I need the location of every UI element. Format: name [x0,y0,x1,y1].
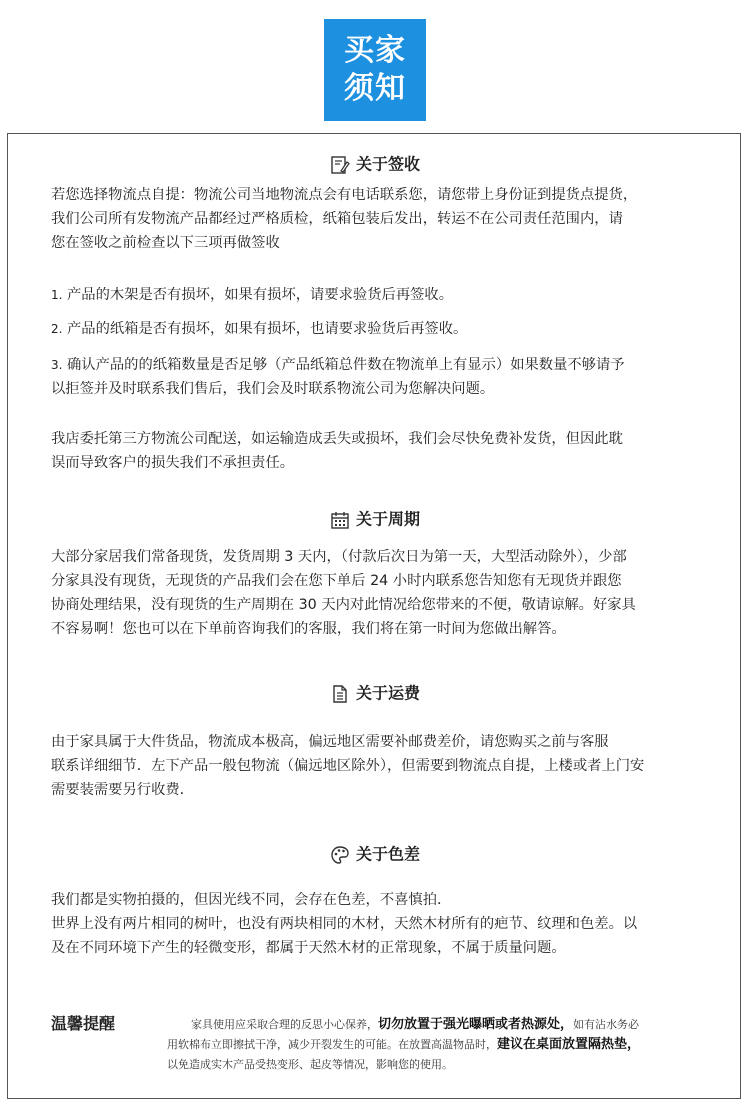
item-number: 2. [51,322,63,336]
item-text: 确认产品的的纸箱数量是否足够（产品纸箱总件数在物流单上有显示）如果数量不够请予 [67,357,625,373]
cycle-line: 协商处理结果，没有现货的生产周期在 30 天内对此情况给您带来的不便，敬请谅解。好家具 [51,597,636,613]
cycle-title: 关于周期 [355,509,420,529]
sign-intro [51,183,706,255]
item-text: 以拒签并及时联系我们售后，我们会及时联系物流公司为您解决问题。 [51,381,495,397]
notice-badge [324,19,426,121]
freight-line: 由于家具属于大件货品，物流成本极高，偏远地区需要补邮费差价，请您购买之前与客服 [51,734,609,750]
color-title: 关于色差 [355,844,420,864]
freight-title: 关于运费 [355,683,420,703]
cycle-line: 分家具没有现货，无现货的产品我们会在您下单后 24 小时内联系您告知您有无现货并跟您 [51,573,622,589]
color-line: 世界上没有两片相同的树叶，也没有两块相同的木材，天然木材所有的疤节、纹理和色差。以 [51,916,638,932]
calendar-icon [330,510,350,530]
cycle-line: 不容易啊！您也可以在下单前咨询我们的客服，我们将在第一时间为您做出解答。 [51,621,566,637]
sign-note-line: 我店委托第三方物流公司配送，如运输造成丢失或损坏，我们会尽快免费补发货，但因此耽 [51,431,623,447]
color-line: 我们都是实物拍摄的，但因光线不同，会存在色差，不喜慎拍． [51,892,452,908]
document-icon [330,684,350,704]
item-number: 3. [51,358,63,372]
badge-line-1: 买家 [344,33,406,68]
sign-note-line: 误而导致客户的损失我们不承担责任。 [51,455,295,471]
palette-icon [330,845,350,865]
sign-intro-line: 若您选择物流点自提：物流公司当地物流点会有电话联系您，请您带上身份证到提货点提货， [51,187,638,203]
sign-intro-line: 您在签收之前检查以下三项再做签收 [51,235,280,251]
item-text: 产品的纸箱是否有损坏，如果有损坏，也请要求验货后再签收。 [67,321,468,337]
item-text: 产品的木架是否有损坏，如果有损坏，请要求验货后再签收。 [67,287,454,303]
sign-intro-line: 我们公司所有发物流产品都经过严格质检，纸箱包装后发出，转运不在公司责任范围内，请 [51,211,623,227]
tips-bold: 切勿放置于强光曝晒或者热源处， [378,1017,574,1032]
section-title-sign [0,152,750,176]
sign-item-3 [51,353,706,401]
item-number: 1. [51,288,63,302]
cycle-body [51,545,706,641]
tips-body [167,1015,707,1075]
sign-note [51,427,706,475]
signature-icon [330,155,350,175]
tips-text: 家具使用应采取合理的反思小心保养， [191,1018,378,1031]
tips-text: 如有沾水务必 [573,1018,640,1031]
cycle-line: 大部分家居我们常备现货，发货周期 3 天内，（付款后次日为第一天，大型活动除外），少部 [51,549,627,565]
tips-text: 以免造成实木产品受热变形、起皮等情况，影响您的使用。 [167,1058,453,1071]
badge-line-2: 须知 [344,71,406,106]
freight-line: 需要装需要另行收费． [51,782,194,798]
section-title-freight [0,681,750,705]
section-title-color [0,842,750,866]
tips-label: 温馨提醒 [51,1014,116,1033]
sign-item-2 [51,317,706,341]
color-line: 及在不同环境下产生的轻微变形，都属于天然木材的正常现象，不属于质量问题。 [51,940,566,956]
tips-text: 用软棉布立即擦拭干净，减少开裂发生的可能。在放置高温物品时， [167,1038,497,1051]
color-body [51,888,706,960]
tips-bold: 建议在桌面放置隔热垫， [497,1037,641,1052]
sign-item-1 [51,283,706,307]
freight-line: 联系详细细节．左下产品一般包物流（偏远地区除外），但需要到物流点自提，上楼或者上门安 [51,758,645,774]
sign-title: 关于签收 [355,154,420,174]
freight-body [51,730,706,802]
section-title-cycle [0,507,750,531]
